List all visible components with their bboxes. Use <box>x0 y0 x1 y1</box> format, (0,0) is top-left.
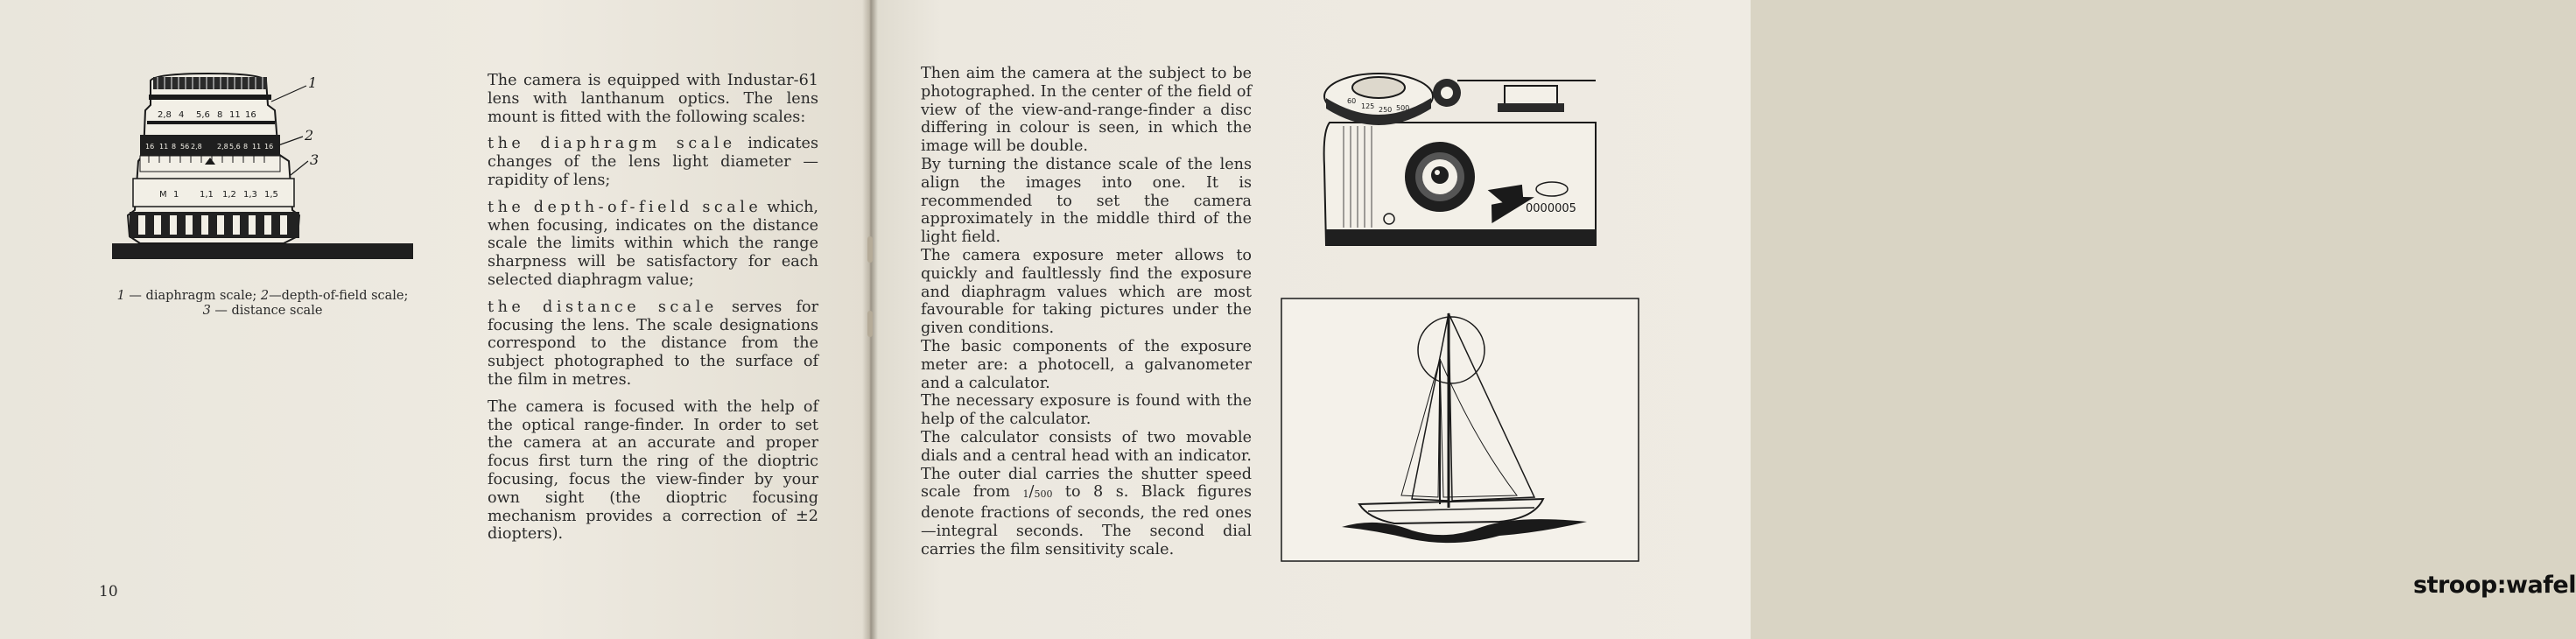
caption-num-3: 3 <box>202 304 211 318</box>
binding-stitch <box>867 311 873 337</box>
paragraph: The camera is focused with the help of the optical range-finder. In order to set the camera at an accurate and proper focus first turn the ring of the dioptric focusing, focus the view-finder by your own sight (the dioptric focusing mechanism provides a correction of ±2 diopters). <box>488 397 818 544</box>
callout-1: 1 <box>308 74 318 91</box>
dof-label: 16 <box>145 143 155 151</box>
paragraph: By turning the distance scale of the lens align the images into one. It is recommended to set the camera approximately in the middle third of the light field. <box>921 155 1252 247</box>
paragraph-part: to 8 s. Black figures denote fractions of seconds, the red ones—integral seconds. The second dial carries the film sensitivity scale. <box>921 483 1252 558</box>
figure-caption <box>88 289 438 319</box>
diaphragm-label: 11 <box>229 110 241 120</box>
dof-label: 8 <box>243 143 249 151</box>
term-distance-scale: the distance scale <box>488 298 718 316</box>
fraction-numerator: 1 <box>1022 488 1029 501</box>
diaphragm-label: 4 <box>179 110 185 120</box>
dof-label: 56 <box>180 143 190 151</box>
distance-label: 1,2 <box>222 190 236 200</box>
diaphragm-label: 2,8 <box>158 110 172 120</box>
watermark: stroop:wafel <box>2413 572 2576 599</box>
paragraph: The camera exposure meter allows to quickly and faultlessly find the exposure and diaphragm values which are most favourable for taking pictures under the given conditions. <box>921 246 1252 338</box>
caption-num-2: 2 <box>260 289 270 303</box>
caption-text-2: —depth-of-field scale; <box>269 289 409 303</box>
paragraph <box>488 298 818 390</box>
paragraph <box>488 199 818 290</box>
distance-label: M <box>159 190 167 200</box>
paragraph: The basic components of the exposure meter are: a photocell, a galvanometer and a calculator. <box>921 337 1252 392</box>
paragraph <box>488 135 818 189</box>
diaphragm-label: 5,6 <box>196 110 210 120</box>
paragraph: The necessary exposure is found with the help of the calculator. <box>921 392 1252 429</box>
fraction-denominator: 500 <box>1034 488 1053 501</box>
dial-mark: 500 <box>1396 104 1410 112</box>
paragraph-rest: indicates changes of the lens light diameter — rapidity of lens; <box>488 135 819 189</box>
dof-label: 11 <box>252 143 262 151</box>
dial-mark: 125 <box>1361 102 1375 110</box>
right-page <box>871 0 2576 639</box>
paragraph-rest: serves for focusing the lens. The scale designations correspond to the distance from the subject photographed to the surface of the film in metres. <box>488 298 819 389</box>
paragraph-rest: which, when focusing, indicates on the distance scale the limits within which the range sharpness will be satisfactory for each selected diaphragm value; <box>488 198 819 289</box>
serial-number: 0000005 <box>1526 202 1576 215</box>
left-text-column <box>488 72 818 552</box>
dof-label: 5,6 <box>229 143 241 151</box>
dof-label: 16 <box>264 143 274 151</box>
camera-illustration <box>1317 70 1606 254</box>
dof-label: 8 <box>172 143 177 151</box>
lens-illustration <box>105 70 438 271</box>
dof-label: 11 <box>159 143 169 151</box>
caption-text-3: — distance scale <box>210 304 323 318</box>
paragraph: Then aim the camera at the subject to be photographed. In the center of the field of view of the view-and-range-finder a disc differing in colour is seen, in which the image will be double. <box>921 65 1252 156</box>
paragraph: The camera is equipped with Industar-61 lens with lanthanum optics. The lens mount is fitted with the following scales: <box>488 72 818 126</box>
diaphragm-label: 8 <box>217 110 223 120</box>
binding-stitch <box>867 236 873 263</box>
caption-num-1: 1 <box>116 289 125 303</box>
callout-2: 2 <box>305 127 314 144</box>
term-dof-scale: the depth-of-field scale <box>488 198 762 216</box>
distance-label: 1,3 <box>243 190 257 200</box>
distance-label: 1,5 <box>264 190 278 200</box>
dial-mark: 250 <box>1379 106 1393 114</box>
diaphragm-label: 16 <box>245 110 256 120</box>
caption-text-1: — diaphragm scale; <box>124 289 261 303</box>
viewfinder-sailboat-illustration <box>1281 298 1639 562</box>
term-diaphragm-scale: the diaphragm scale <box>488 135 736 153</box>
callout-3: 3 <box>310 151 319 168</box>
distance-label: 1 <box>173 190 179 200</box>
paragraph-part: The calculator consists of two movable dials and a central head with an indicator. The outer dial carries the shutter speed scale from <box>921 428 1252 502</box>
dial-mark: 60 <box>1347 97 1357 105</box>
left-page <box>0 0 871 639</box>
paragraph: The calculator consists of two movable dials and a central head with an indicator. The outer dial carries the shutter speed scale from $^1/_{500}$ to 8 s. Black figures denote fractions of seconds, the red ones—integral seconds. The second dial carries the film sensitivity scale. <box>921 428 1252 558</box>
distance-label: 1,1 <box>200 190 214 200</box>
dof-label: 2,8 <box>217 143 228 151</box>
dof-label: 2,8 <box>191 143 202 151</box>
page-number: 10 <box>99 583 118 600</box>
right-text-column <box>921 65 1252 559</box>
